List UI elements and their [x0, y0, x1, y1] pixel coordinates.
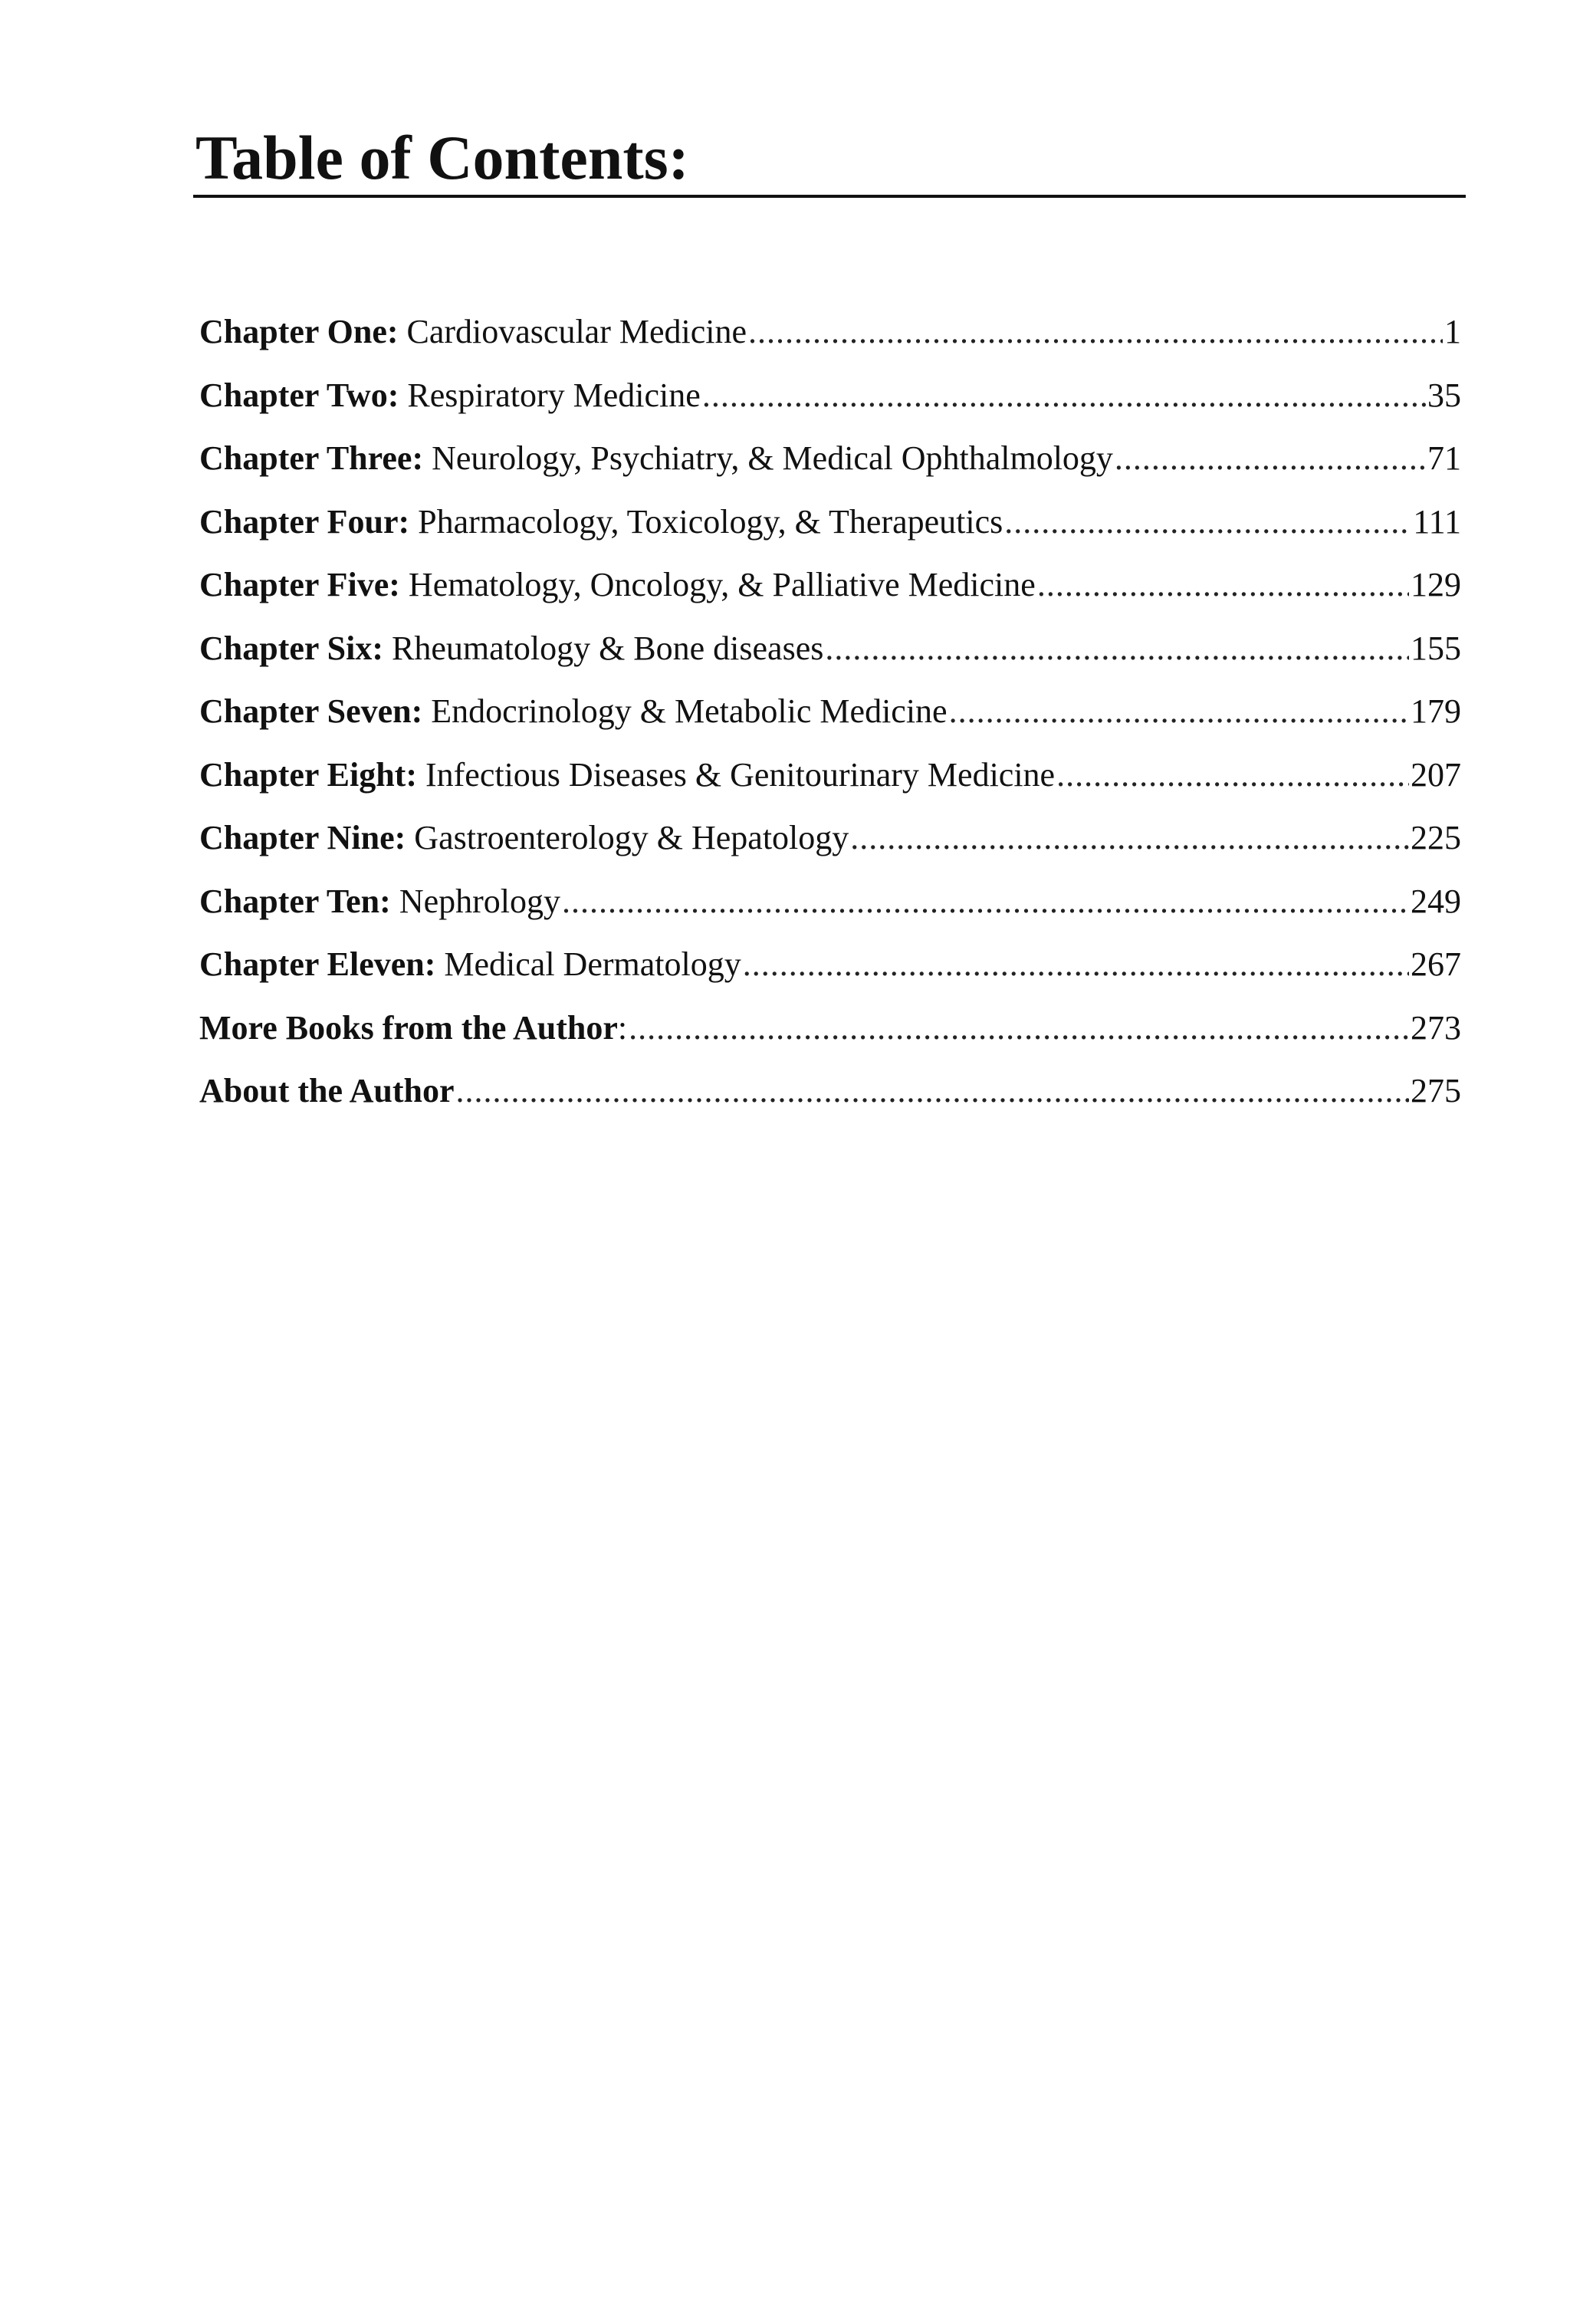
toc-entry-page-number: 275: [1411, 1072, 1461, 1109]
toc-entry-chapter-two[interactable]: [199, 364, 1461, 428]
toc-entry-title: Cardiovascular Medicine: [398, 313, 747, 350]
toc-entry-prefix: Chapter One:: [199, 313, 399, 350]
toc-entry-prefix: Chapter Five:: [199, 566, 400, 603]
toc-entry-chapter-one[interactable]: [199, 301, 1461, 364]
toc-entry-chapter-nine[interactable]: [199, 807, 1461, 870]
dot-leader: [562, 870, 1409, 934]
toc-entry-chapter-four[interactable]: [199, 491, 1461, 554]
toc-entry-label: [199, 1060, 455, 1123]
page-title: Table of Contents:: [195, 123, 689, 192]
toc-entry-label: [199, 491, 1003, 554]
toc-entry-title: Pharmacology, Toxicology, & Therapeutics: [409, 502, 1003, 541]
toc-entry-page-number: 225: [1411, 819, 1461, 856]
toc-entry-prefix: Chapter Nine:: [199, 819, 406, 856]
dot-leader: [825, 617, 1409, 681]
title-underline: [193, 195, 1466, 198]
toc-entry-title: Nephrology: [390, 882, 560, 920]
toc-entry-title: Infectious Diseases & Genitourinary Medicine: [416, 755, 1056, 794]
dot-leader: [456, 1060, 1410, 1123]
dot-leader: [1115, 427, 1426, 491]
table-of-contents: [199, 301, 1461, 1123]
dot-leader: [748, 301, 1443, 364]
toc-entry-page-number: 179: [1411, 692, 1461, 730]
toc-entry-chapter-eight[interactable]: [199, 744, 1461, 807]
dot-leader: [850, 807, 1409, 870]
toc-entry-title: Medical Dermatology: [435, 945, 741, 983]
toc-entry-chapter-five[interactable]: [199, 554, 1461, 617]
toc-entry-page-number: 267: [1411, 945, 1461, 983]
dot-leader: [949, 680, 1409, 744]
toc-entry-chapter-seven[interactable]: [199, 680, 1461, 744]
toc-entry-page-number: 71: [1427, 439, 1461, 477]
dot-leader: [743, 933, 1409, 997]
toc-entry-label: [199, 933, 741, 997]
toc-entry-page-number: 207: [1411, 755, 1461, 794]
toc-entry-label: [199, 680, 948, 744]
toc-entry-prefix: Chapter Seven:: [199, 692, 423, 730]
toc-entry-about-author[interactable]: [199, 1060, 1461, 1123]
toc-entry-label: [199, 997, 627, 1060]
toc-entry-page-number: 111: [1413, 502, 1461, 541]
toc-entry-prefix: About the Author: [199, 1072, 455, 1109]
toc-entry-label: [199, 744, 1055, 807]
toc-entry-more-books[interactable]: [199, 997, 1461, 1060]
dot-leader: [702, 364, 1426, 428]
toc-entry-chapter-eleven[interactable]: [199, 933, 1461, 997]
toc-entry-prefix: More Books from the Author: [199, 1008, 618, 1047]
dot-leader: [1056, 744, 1409, 807]
toc-entry-title: :: [617, 1008, 628, 1047]
toc-entry-title: Endocrinology & Metabolic Medicine: [422, 692, 948, 730]
toc-entry-prefix: Chapter Three:: [199, 439, 424, 477]
toc-entry-prefix: Chapter Six:: [199, 629, 383, 667]
toc-entry-page-number: 155: [1411, 629, 1461, 667]
toc-entry-title: Neurology, Psychiatry, & Medical Ophthalmology: [423, 439, 1113, 477]
toc-entry-title: Respiratory Medicine: [399, 376, 701, 414]
toc-entry-title: Gastroenterology & Hepatology: [406, 819, 849, 856]
toc-entry-label: [199, 427, 1113, 491]
toc-entry-page-number: 273: [1411, 1008, 1461, 1047]
toc-entry-page-number: 35: [1427, 376, 1461, 414]
toc-entry-page-number: 129: [1411, 566, 1461, 603]
toc-entry-page-number: 249: [1411, 882, 1461, 920]
toc-entry-prefix: Chapter Two:: [199, 376, 399, 414]
toc-entry-chapter-six[interactable]: [199, 617, 1461, 681]
dot-leader: [1037, 554, 1409, 617]
toc-entry-prefix: Chapter Ten:: [199, 882, 391, 920]
toc-entry-title: Hematology, Oncology, & Palliative Medicine: [399, 566, 1036, 603]
toc-entry-label: [199, 301, 747, 364]
toc-entry-chapter-three[interactable]: [199, 427, 1461, 491]
toc-entry-prefix: Chapter Eight:: [199, 755, 417, 794]
toc-entry-chapter-ten[interactable]: [199, 870, 1461, 934]
toc-entry-page-number: 1: [1444, 313, 1461, 350]
toc-entry-prefix: Chapter Four:: [199, 502, 410, 541]
toc-entry-label: [199, 364, 701, 428]
toc-entry-label: [199, 554, 1036, 617]
toc-entry-label: [199, 807, 849, 870]
toc-entry-prefix: Chapter Eleven:: [199, 945, 436, 983]
dot-leader: [629, 997, 1409, 1060]
toc-entry-label: [199, 870, 560, 934]
toc-entry-title: Rheumatology & Bone diseases: [383, 629, 824, 667]
toc-entry-label: [199, 617, 823, 681]
dot-leader: [1004, 491, 1411, 554]
